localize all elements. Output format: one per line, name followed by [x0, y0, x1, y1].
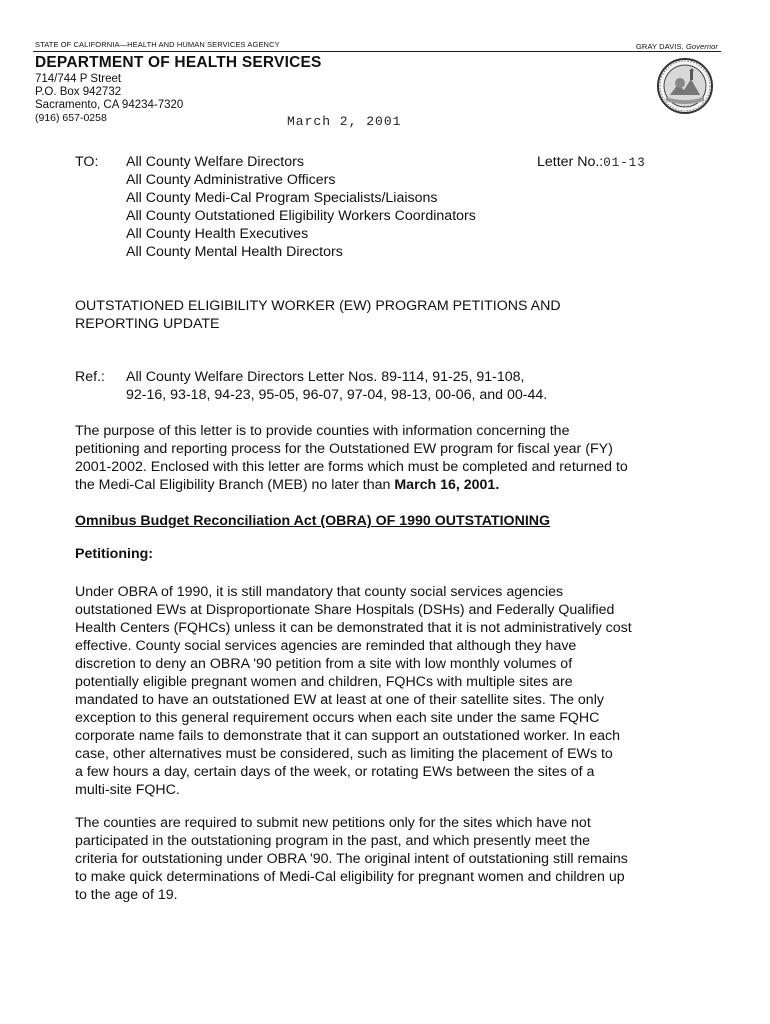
governor-title: Governor: [685, 42, 719, 51]
phone-line: (916) 657-0258: [35, 112, 107, 124]
address-line: Sacramento, CA 94234-7320: [35, 99, 184, 111]
paragraph-line: participated in the outstationing program in the past, and which presently meet the: [75, 833, 590, 849]
department-name: DEPARTMENT OF HEALTH SERVICES: [35, 54, 322, 71]
section-heading: Omnibus Budget Reconciliation Act (OBRA) OF 1990 OUTSTATIONING: [75, 513, 551, 529]
ref-line: 92-16, 93-18, 94-23, 95-05, 96-07, 97-04, 98-13, 00-06, and 00-44.: [126, 387, 548, 403]
paragraph-line: multi-site FQHC.: [75, 782, 180, 798]
paragraph-line: effective. County social services agencies are reminded that although they have: [75, 638, 577, 654]
paragraph-line: a few hours a day, certain days of the week, or rotating EWs between the sites of a: [75, 764, 595, 780]
purpose-line-last: [75, 476, 628, 494]
paragraph-line: potentially eligible pregnant women and children, FQHCs with multiple sites are: [75, 674, 573, 690]
paragraph-line: mandated to have an outstationed EW at least at one of their satellite sites. The only: [75, 692, 604, 708]
state-seal-icon: [656, 57, 714, 115]
purpose-line: petitioning and reporting process for the Outstationed EW program for fiscal year (FY): [75, 441, 613, 457]
deadline-date: March 16, 2001.: [394, 477, 500, 493]
header-rule: [33, 51, 721, 52]
petitioning-heading: Petitioning:: [75, 546, 154, 562]
recipient: All County Welfare Directors: [126, 154, 304, 170]
ref-text: [126, 368, 547, 404]
governor-name: GRAY DAVIS,: [636, 42, 686, 51]
recipient: All County Medi-Cal Program Specialists/Liaisons: [126, 190, 438, 206]
ref-line: All County Welfare Directors Letter Nos. 89-114, 91-25, 91-108,: [126, 369, 525, 385]
ref-label: Ref.:: [75, 369, 105, 385]
obra-paragraph: [75, 583, 632, 799]
paragraph-line: case, other alternatives must be considered, such as limiting the placement of EWs to: [75, 746, 613, 762]
paragraph-line: The counties are required to submit new petitions only for the sites which have not: [75, 815, 591, 831]
address-line: P.O. Box 942732: [35, 86, 122, 98]
paragraph-line: corporate name fails to demonstrate that it can support an outstationed worker. In each: [75, 728, 620, 744]
paragraph-line: criteria for outstationing under OBRA '90. The original intent of outstationing still remains: [75, 851, 628, 867]
paragraph-line: Under OBRA of 1990, it is still mandatory that county social services agencies: [75, 584, 564, 600]
recipient: All County Health Executives: [126, 226, 309, 242]
letter-number-value: 01-13: [603, 156, 646, 170]
paragraph-line: discretion to deny an OBRA '90 petition from a site with low monthly volumes of: [75, 656, 573, 672]
paragraph-line: to make quick determinations of Medi-Cal eligibility for pregnant women and children up: [75, 869, 625, 885]
paragraph-line: to the age of 19.: [75, 887, 178, 903]
recipient: All County Outstationed Eligibility Workers Coordinators: [126, 208, 476, 224]
governor-line: [636, 42, 718, 51]
purpose-line: The purpose of this letter is to provide counties with information concerning the: [75, 423, 570, 439]
subject-line: OUTSTATIONED ELIGIBILITY WORKER (EW) PROGRAM PETITIONS AND: [75, 298, 561, 314]
letter-date: March 2, 2001: [287, 114, 402, 129]
purpose-line: 2001-2002. Enclosed with this letter are forms which must be completed and returned to: [75, 459, 628, 475]
recipient: All County Mental Health Directors: [126, 244, 343, 260]
paragraph-line: outstationed EWs at Disproportionate Share Hospitals (DSHs) and Federally Qualified: [75, 602, 615, 618]
petitions-paragraph: [75, 814, 628, 904]
to-label: TO:: [75, 154, 99, 170]
purpose-line: the Medi-Cal Eligibility Branch (MEB) no later than: [75, 477, 395, 493]
subject-line: REPORTING UPDATE: [75, 316, 220, 332]
letter-number: [537, 153, 646, 172]
paragraph-line: Health Centers (FQHCs) unless it can be demonstrated that it is not administratively cost: [75, 620, 632, 636]
recipient-list: [126, 153, 476, 261]
address-line: 714/744 P Street: [35, 73, 122, 85]
paragraph-line: exception to this general requirement occurs when each site under the same FQHC: [75, 710, 600, 726]
agency-header: STATE OF CALIFORNIA—HEALTH AND HUMAN SERVICES AGENCY: [35, 40, 280, 49]
purpose-paragraph: [75, 422, 628, 494]
subject: [75, 297, 561, 333]
letter-number-label: Letter No.:: [537, 154, 604, 170]
recipient: All County Administrative Officers: [126, 172, 336, 188]
